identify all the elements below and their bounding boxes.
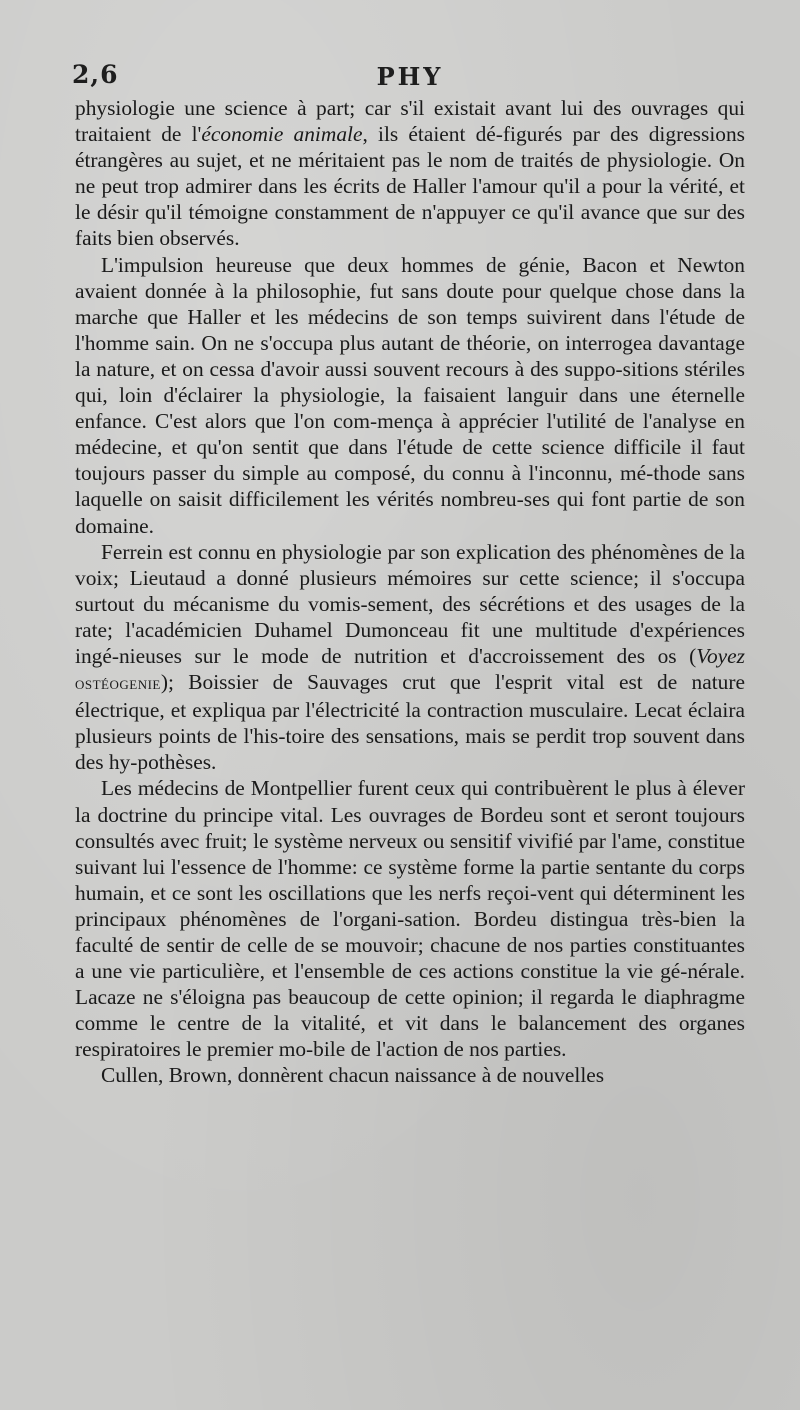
paragraph-5: Cullen, Brown, donnèrent chacun naissance à de nouvelles (101, 1063, 605, 1088)
paragraph-2: L'impulsion heureuse que deux hommes de génie, Bacon et Newton avaient donnée à la philosophie, fut sans doute pour quelque chose dans la marche que Haller et les médecins de son temps suivirent dans l'étude de l'homme sain. On ne s'occupa plus autant de théorie, on interrogea davantage la nature, et on cessa d'avoir aussi souvent recours à des suppo-sitions stériles qui, loin d'éclairer la physiologie, la faisaient languir dans une éternelle enfance. C'est alors que l'on com-mença à apprécier l'utilité de l'analyse en médecine, et qu'on sentit que dans l'étude de cette science difficile il faut toujours passer du simple au composé, du connu à l'inconnu, mé-thode sans laquelle on saisit difficilement les vérités nombreu-ses qui font partie de son domaine. (75, 252, 745, 538)
running-head: PHY (376, 62, 444, 91)
paragraph-4: Les médecins de Montpellier furent ceux qui contribuèrent le plus à élever la doctrine du principe vital. Les ouvrages de Bordeu sont et seront toujours consultés avec fruit; le système nerveux ou sensitif vivifié par l'ame, constitue suivant lui l'essence de l'homme: ce système forme la partie sentante du corps humain, et ce sont les oscillations que les nerfs reçoi-vent qui déterminent les principaux phénomènes de l'organi-sation. Bordeu distingua très-bien la faculté de sentir de celle de se mouvoir; chacune de nos parties constituantes a une vie particulière, et l'ensemble de ces actions constitue la vie gé-nérale. Lacaze ne s'éloigna pas beaucoup de cette opinion; il regarda le diaphragme comme le centre de la vitalité, et vit dans le balancement des organes respiratoires le premier mo-bile de l'action de nos parties. (75, 776, 745, 1062)
page-header (70, 60, 750, 90)
paragraph-3-text-b: ); Boissier de Sauvages crut que l'esprit vital est de nature électrique, et expliqua par l'électricité la contraction musculaire. Lecat éclaira plusieurs points de l'his-toire des sensations, mais se perdit trop souvent dans des hy-pothèses. (75, 670, 745, 775)
paragraph-1-text-b: , ils étaient dé-figurés par des digressions étrangères au sujet, et ne méritaient pas le nom de traités de physiologie. On ne peut trop admirer dans les écrits de Haller l'amour qu'il a pour la vérité, et le désir qu'il témoigne constamment de n'appuyer ce qu'il avance que sur des faits bien observés. (75, 122, 745, 251)
paragraph-1-italic-term: économie animale (201, 122, 363, 147)
paragraph-3-italic-voyez: Voyez (696, 643, 745, 668)
paragraph-3 (75, 539, 745, 776)
paragraph-1 (75, 95, 745, 252)
paragraph-1-text-a: physiologie une science à part; car s'il existait avant lui des ouvrages qui traitaient de l' (75, 96, 745, 147)
body-text (75, 95, 745, 1089)
paragraph-3-text-a: Ferrein est connu en physiologie par son explication des phénomènes de la voix; Lieutaud a donné plusieurs mémoires sur cette science; il s'occupa surtout du mécanisme du vomis-sement, des sécrétions et des usages de la rate; l'académicien Duhamel Dumonceau fit une multitude d'expériences ingé-nieuses sur le mode de nutrition et d'accroissement des os ( (75, 539, 745, 668)
paragraph-3-cross-reference: ostéogenie (75, 673, 161, 695)
page-number: 2,6 (72, 60, 119, 89)
